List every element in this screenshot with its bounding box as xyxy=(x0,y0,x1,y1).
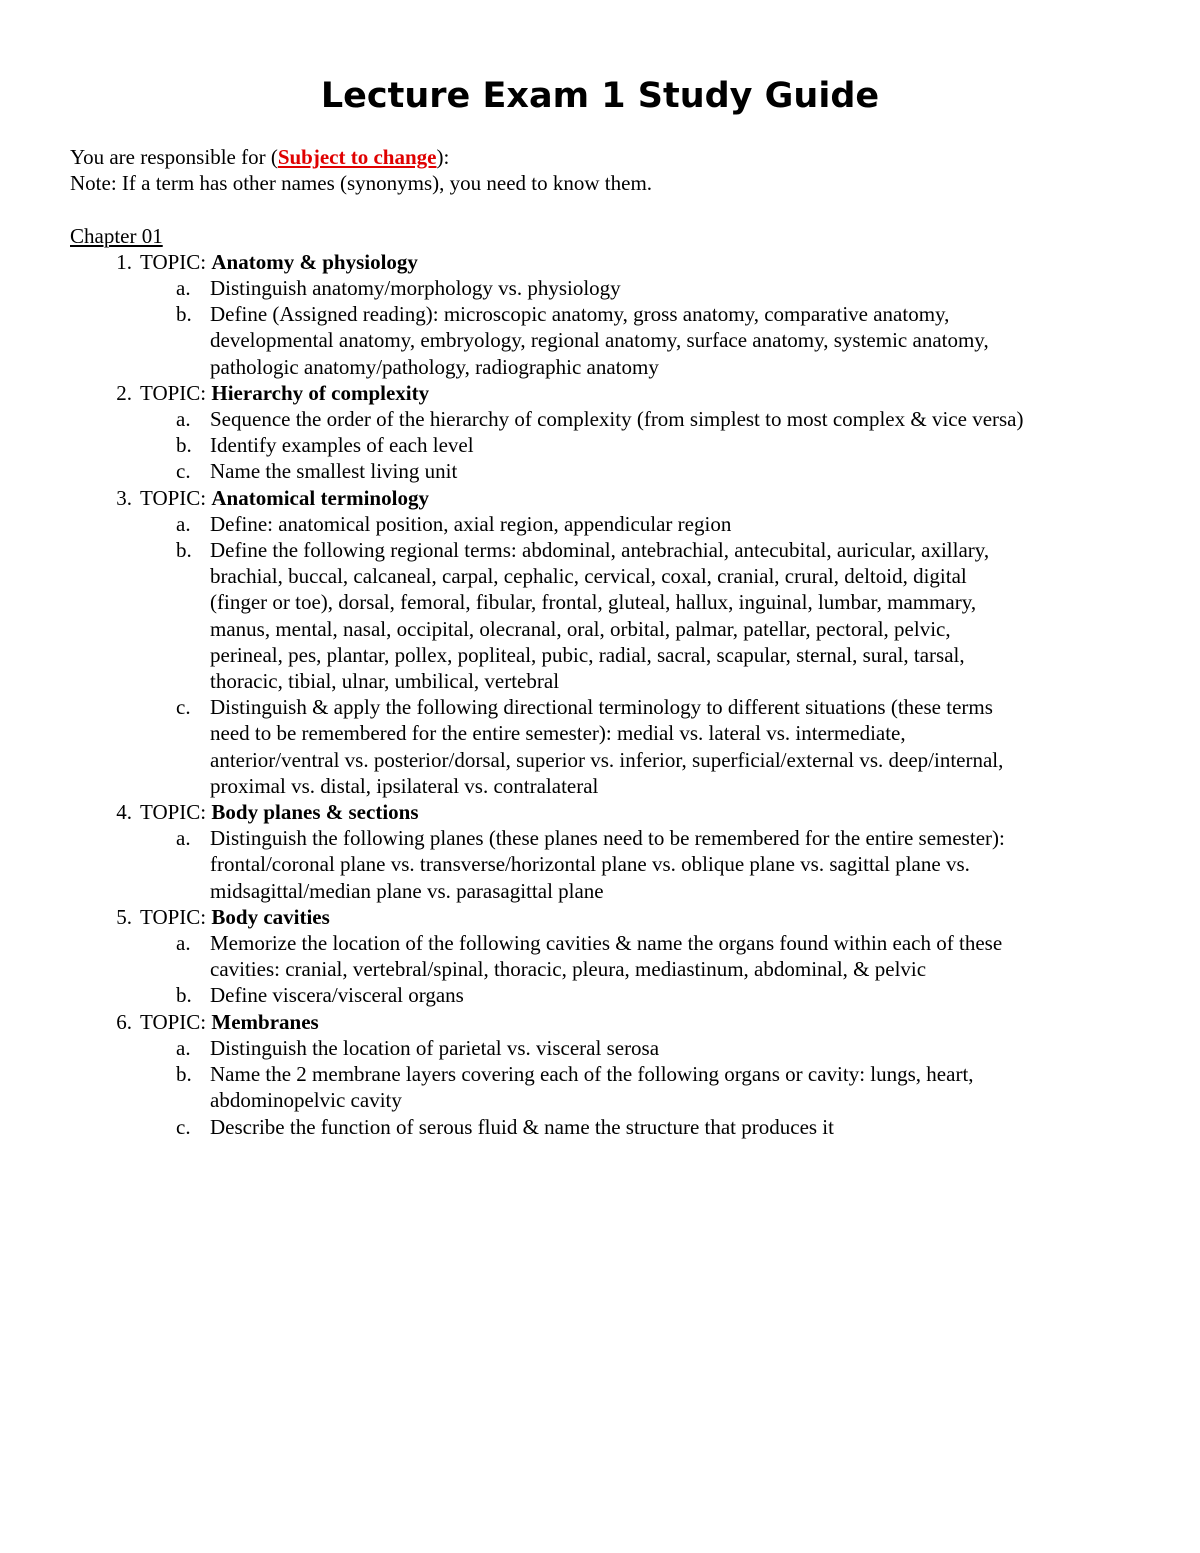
item-text-line: abdominopelvic cavity xyxy=(210,1088,402,1113)
topic-6-item-c xyxy=(70,1114,1140,1140)
item-text-line: Name the 2 membrane layers covering each of the following organs or cavity: lungs, heart, xyxy=(210,1062,974,1087)
item-text-line: Distinguish the location of parietal vs. visceral serosa xyxy=(210,1035,660,1060)
item-text-line: Define viscera/visceral organs xyxy=(210,983,464,1008)
topic-4-item-a xyxy=(70,825,1140,904)
item-text-line: Describe the function of serous fluid & name the structure that produces it xyxy=(210,1114,834,1139)
topic-name: Hierarchy of complexity xyxy=(211,380,430,405)
topic-3 xyxy=(70,485,1140,511)
item-text-line: Distinguish & apply the following directional terminology to different situations (these terms xyxy=(210,695,993,720)
item-text-line: cavities: cranial, vertebral/spinal, thoracic, pleura, mediastinum, abdominal, & pelvic xyxy=(210,957,927,982)
topic-3-item-a xyxy=(70,511,1140,537)
synonyms-note: Note: If a term has other names (synonyms), you need to know them. xyxy=(70,171,653,196)
responsible-suffix: ): xyxy=(436,145,450,169)
item-text-line: anterior/ventral vs. posterior/dorsal, superior vs. inferior, superficial/external vs. deep/internal, xyxy=(210,747,1004,772)
topic-name: Membranes xyxy=(211,1009,319,1034)
topic-6 xyxy=(70,1009,1140,1035)
item-text-line: brachial, buccal, calcaneal, carpal, cephalic, cervical, coxal, cranial, crural, deltoid, digital xyxy=(210,564,967,589)
item-text-line: Distinguish anatomy/morphology vs. physiology xyxy=(210,276,621,300)
item-text-line: pathologic anatomy/pathology, radiographic anatomy xyxy=(210,354,659,379)
topic-prefix: TOPIC: xyxy=(140,904,212,929)
item-letter: a. xyxy=(176,276,191,300)
topic-number: 1. xyxy=(116,249,132,274)
topic-3-item-c xyxy=(70,694,1140,799)
topic-2 xyxy=(70,380,1140,406)
page-title: Lecture Exam 1 Study Guide xyxy=(320,76,880,116)
item-text-line: frontal/coronal plane vs. transverse/horizontal plane vs. oblique plane vs. sagittal plane vs. xyxy=(210,852,970,877)
item-text-line: manus, mental, nasal, occipital, olecranal, oral, orbital, palmar, patellar, pectoral, pelvic, xyxy=(210,616,951,641)
topic-5 xyxy=(70,904,1140,930)
topic-number: 5. xyxy=(116,904,132,929)
topic-name: Anatomy & physiology xyxy=(211,249,418,274)
item-letter: b. xyxy=(176,302,192,327)
item-text-line: Name the smallest living unit xyxy=(210,459,458,484)
topic-number: 2. xyxy=(116,380,132,405)
topic-3-item-b xyxy=(70,537,1140,694)
topic-prefix: TOPIC: xyxy=(140,800,212,825)
subject-to-change-text: Subject to change xyxy=(277,145,437,169)
item-letter: b. xyxy=(176,1062,192,1087)
item-letter: a. xyxy=(176,407,191,432)
item-text-line: Identify examples of each level xyxy=(210,433,474,458)
item-text-line: Sequence the order of the hierarchy of complexity (from simplest to most complex & vice versa) xyxy=(210,407,1024,432)
topic-6-item-b xyxy=(70,1061,1140,1113)
chapter-heading: Chapter 01 xyxy=(70,223,163,248)
topic-number: 4. xyxy=(116,800,132,825)
topic-5-item-a xyxy=(70,930,1140,982)
item-text-line: proximal vs. distal, ipsilateral vs. contralateral xyxy=(210,773,599,798)
item-text-line: developmental anatomy, embryology, regional anatomy, surface anatomy, systemic anatomy, xyxy=(210,328,989,353)
item-letter: c. xyxy=(176,1114,191,1139)
document-body xyxy=(70,144,1140,1140)
topic-number: 6. xyxy=(116,1009,132,1034)
item-letter: a. xyxy=(176,1035,191,1060)
item-letter: b. xyxy=(176,983,192,1008)
topic-name: Anatomical terminology xyxy=(211,485,429,510)
topic-prefix: TOPIC: xyxy=(140,485,212,510)
item-text-line: Define the following regional terms: abdominal, antebrachial, antecubital, auricular, axillary, xyxy=(210,538,990,563)
topic-name: Body cavities xyxy=(211,904,330,929)
topic-prefix: TOPIC: xyxy=(140,1009,212,1034)
item-text-line: Distinguish the following planes (these planes need to be remembered for the entire semester): xyxy=(210,826,1005,851)
item-letter: b. xyxy=(176,433,192,458)
item-text-line: need to be remembered for the entire semester): medial vs. lateral vs. intermediate, xyxy=(210,721,906,746)
topic-1-item-b xyxy=(70,301,1140,380)
spacer xyxy=(70,196,1140,222)
responsible-prefix: You are responsible for ( xyxy=(70,145,278,169)
item-text-line: thoracic, tibial, ulnar, umbilical, vertebral xyxy=(210,669,560,694)
topic-1-item-a xyxy=(70,275,1140,301)
item-text-line: Define: anatomical position, axial region, appendicular region xyxy=(210,511,732,536)
item-letter: b. xyxy=(176,538,192,563)
topic-1 xyxy=(70,249,1140,275)
topic-prefix: TOPIC: xyxy=(140,380,212,405)
topic-6-item-a xyxy=(70,1035,1140,1061)
topic-2-item-b xyxy=(70,432,1140,458)
item-letter: c. xyxy=(176,459,191,484)
topic-number: 3. xyxy=(116,485,132,510)
topic-list xyxy=(70,249,1140,1140)
topic-2-item-a xyxy=(70,406,1140,432)
responsible-line xyxy=(70,144,1140,170)
topic-5-item-b xyxy=(70,982,1140,1008)
item-letter: c. xyxy=(176,695,191,720)
item-letter: a. xyxy=(176,931,191,956)
item-text-line: midsagittal/median plane vs. parasagittal plane xyxy=(210,878,604,903)
topic-2-item-c xyxy=(70,458,1140,484)
item-text-line: perineal, pes, plantar, pollex, popliteal, pubic, radial, sacral, scapular, sternal, sural, tarsal, xyxy=(210,642,965,667)
item-text-line: Define (Assigned reading): microscopic anatomy, gross anatomy, comparative anatomy, xyxy=(210,302,950,327)
item-letter: a. xyxy=(176,826,191,851)
topic-prefix: TOPIC: xyxy=(140,249,212,274)
topic-4 xyxy=(70,799,1140,825)
item-text-line: Memorize the location of the following cavities & name the organs found within each of these xyxy=(210,931,1003,956)
topic-name: Body planes & sections xyxy=(211,800,419,825)
item-letter: a. xyxy=(176,511,191,536)
item-text-line: (finger or toe), dorsal, femoral, fibular, frontal, gluteal, hallux, inguinal, lumbar, mammary, xyxy=(210,590,977,615)
